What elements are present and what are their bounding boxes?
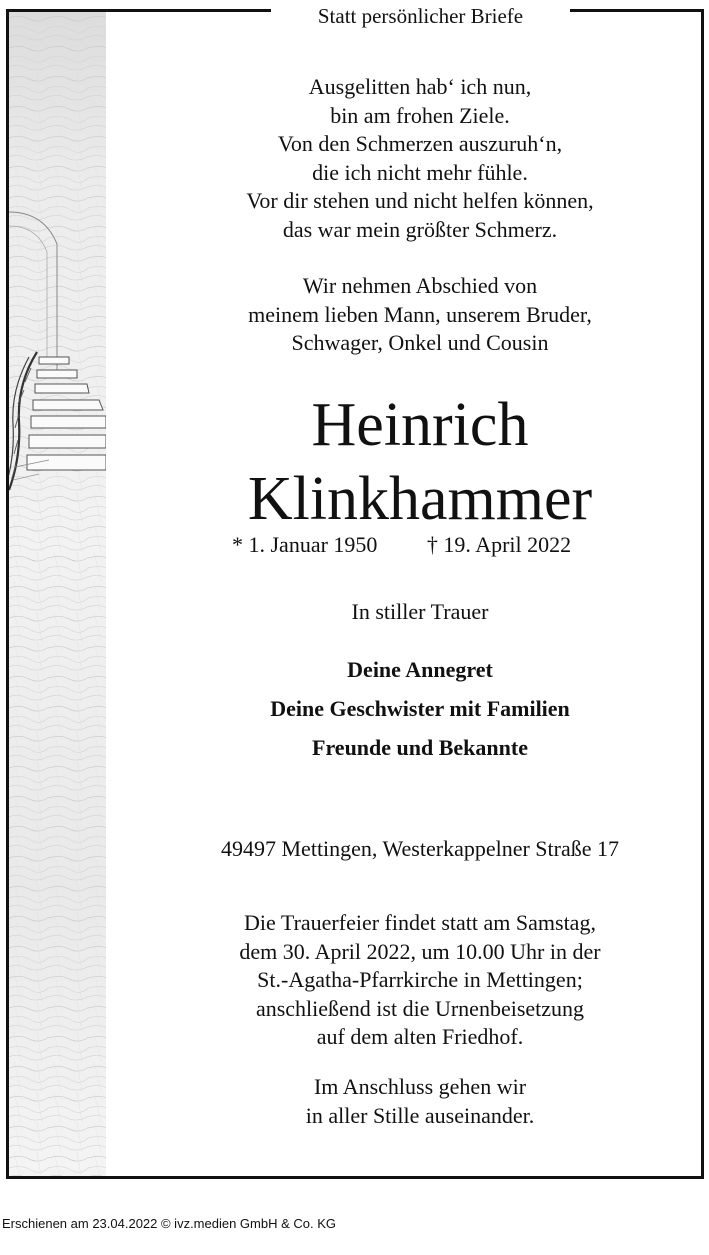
poem — [130, 73, 709, 244]
birth-date: * 1. Januar 1950 — [232, 532, 378, 557]
ceremony-line: dem 30. April 2022, um 10.00 Uhr in der — [239, 938, 601, 964]
mourning-phrase: In stiller Trauer — [351, 599, 489, 624]
poem-line: Ausgelitten hab‘ ich nun, — [308, 74, 532, 99]
mourner: Freunde und Bekannte — [312, 735, 528, 760]
death-date: † 19. April 2022 — [426, 532, 572, 557]
poem-line: Von den Schmerzen auszuruh‘n, — [277, 131, 563, 156]
header-title: Statt persönlicher Briefe — [317, 4, 524, 28]
deceased-name — [130, 388, 709, 536]
poem-line: das war mein größter Schmerz. — [282, 216, 558, 242]
intro-line: Wir nehmen Abschied von — [302, 273, 538, 298]
poem-line: Vor dir stehen und nicht helfen können, — [246, 188, 594, 213]
mourners-list — [130, 650, 709, 767]
ceremony-info — [130, 909, 709, 1052]
first-name: Heinrich — [311, 391, 529, 459]
ceremony-line: Die Trauerfeier findet statt am Samstag, — [244, 910, 596, 935]
mourner: Deine Geschwister mit Familien — [270, 696, 570, 721]
mourner: Deine Annegret — [347, 657, 493, 682]
poem-line: die ich nicht mehr fühle. — [312, 159, 528, 185]
ceremony-line: anschließend ist die Urnenbeisetzung — [255, 995, 585, 1021]
farewell-intro — [130, 272, 709, 358]
staircase-illustration — [9, 12, 106, 1176]
ceremony-line: auf dem alten Friedhof. — [316, 1024, 524, 1049]
address: 49497 Mettingen, Westerkappelner Straße 17 — [221, 836, 619, 861]
intro-line: Schwager, Onkel und Cousin — [291, 330, 549, 355]
publication-footer: Erschienen am 23.04.2022 © ivz.medien GmbH & Co. KG — [2, 1216, 337, 1231]
closing-note — [130, 1073, 709, 1130]
closing-line: Im Anschluss gehen wir — [313, 1074, 527, 1099]
poem-line: bin am frohen Ziele. — [330, 102, 510, 128]
life-dates — [232, 531, 571, 559]
closing-line: in aller Stille auseinander. — [305, 1102, 535, 1128]
intro-line: meinem lieben Mann, unserem Bruder, — [248, 301, 592, 327]
ceremony-line: St.-Agatha-Pfarrkirche in Mettingen; — [257, 967, 583, 992]
last-name: Klinkhammer — [247, 465, 593, 533]
